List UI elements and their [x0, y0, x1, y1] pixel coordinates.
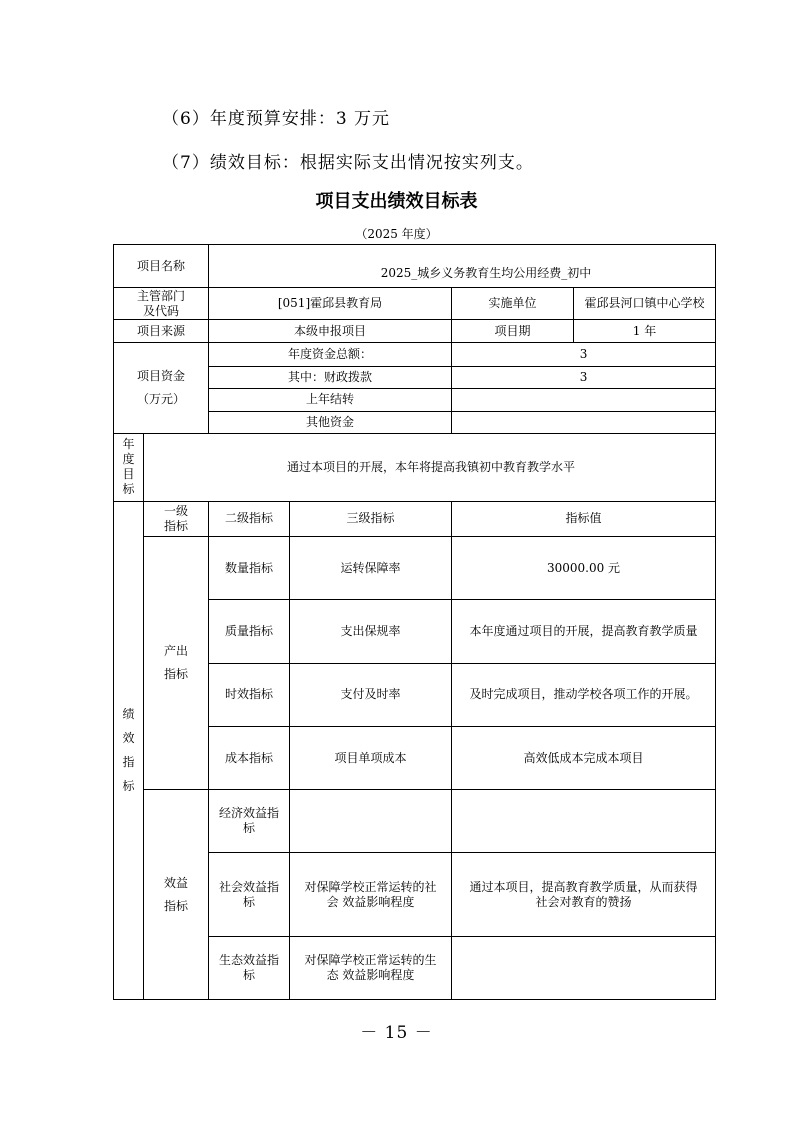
annual-goal-char: 目 — [122, 467, 135, 482]
annual-goal-text: 通过本项目的开展，本年将提高我镇初中教育教学水平 — [144, 434, 716, 501]
annual-goal-char: 度 — [122, 452, 135, 467]
output-level2: 数量指标 — [209, 536, 290, 599]
dept-label-line2: 及代码 — [142, 303, 179, 318]
output-level3: 项目单项成本 — [290, 727, 452, 790]
indicators-char: 标 — [122, 778, 135, 793]
header-level1-line2: 指标 — [163, 518, 188, 533]
header-level2: 二级指标 — [209, 501, 290, 536]
output-level2: 质量指标 — [209, 600, 290, 663]
header-level3: 三级指标 — [290, 501, 452, 536]
funds-carryover-label: 上年结转 — [209, 388, 452, 411]
table-row — [114, 288, 716, 320]
funds-label — [114, 342, 209, 434]
table-row — [114, 790, 716, 852]
funds-fiscal-value: 3 — [452, 366, 716, 388]
dept-label-line1: 主管部门 — [136, 288, 185, 303]
benefit-level3 — [290, 790, 452, 852]
table-row — [114, 536, 716, 599]
benefit-value-line1: 通过本项目，提高教育教学质量，从而获得 — [469, 879, 698, 894]
benefit-level2-line1: 生态效益指 — [218, 953, 279, 968]
impl-label: 实施单位 — [452, 288, 574, 320]
funds-other-label: 其他资金 — [209, 412, 452, 434]
benefit-level2 — [209, 790, 290, 852]
table-row — [114, 501, 716, 536]
benefit-value-line2: 社会对教育的赞扬 — [535, 894, 632, 909]
benefit-level3 — [290, 852, 452, 937]
annual-goal-label — [114, 434, 144, 501]
output-level2: 时效指标 — [209, 663, 290, 726]
source-label: 项目来源 — [114, 320, 209, 342]
benefit-group-label — [144, 790, 209, 1000]
benefit-level2 — [209, 852, 290, 937]
output-value: 及时完成项目，推动学校各项工作的开展。 — [452, 663, 716, 726]
dept-value: [051]霍邱县教育局 — [209, 288, 452, 320]
output-level3: 支出保规率 — [290, 600, 452, 663]
benefit-level2-line2: 标 — [242, 894, 255, 909]
budget-paragraph: （6）年度预算安排：3 万元 — [162, 109, 391, 129]
header-level1 — [144, 501, 209, 536]
benefit-level2 — [209, 937, 290, 1000]
output-value: 本年度通过项目的开展，提高教育教学质量 — [452, 600, 716, 663]
output-level2: 成本指标 — [209, 727, 290, 790]
benefit-value — [452, 852, 716, 937]
benefit-value — [452, 937, 716, 1000]
indicators-char: 效 — [122, 730, 135, 745]
table-row — [114, 245, 716, 288]
benefit-value — [452, 790, 716, 852]
benefit-level2-line1: 社会效益指 — [218, 879, 279, 894]
benefit-level3-line1: 对保障学校正常运转的生 — [304, 953, 437, 968]
benefit-level3 — [290, 937, 452, 1000]
output-group-line1: 产出 — [163, 644, 188, 659]
indicators-section-label — [114, 501, 144, 999]
annual-goal-char: 年 — [122, 437, 135, 452]
benefit-level3-line1: 对保障学校正常运转的社 — [304, 879, 437, 894]
output-group-line2: 指标 — [163, 667, 188, 682]
performance-target-table — [113, 244, 716, 1000]
funds-total-label: 年度资金总额： — [209, 342, 452, 366]
benefit-group-line2: 指标 — [163, 898, 188, 913]
output-value: 高效低成本完成本项目 — [452, 727, 716, 790]
table-row — [114, 320, 716, 342]
benefit-level3-line2: 态 效益影响程度 — [326, 968, 415, 983]
funds-label-line2: （万元） — [136, 391, 185, 406]
benefit-level2-line1: 经济效益指 — [218, 806, 279, 821]
annual-goal-char: 标 — [122, 482, 135, 497]
benefit-level2-line2: 标 — [242, 821, 255, 836]
benefit-level3-line2: 会 效益影响程度 — [326, 894, 415, 909]
period-label: 项目期 — [452, 320, 574, 342]
header-level1-line1: 一级 — [163, 503, 188, 518]
funds-fiscal-label: 其中：财政拨款 — [209, 366, 452, 388]
goal-paragraph: （7）绩效目标：根据实际支出情况按实列支。 — [162, 153, 534, 173]
table-title: 项目支出绩效目标表 — [315, 191, 478, 212]
header-value: 指标值 — [452, 501, 716, 536]
impl-value: 霍邱县河口镇中心学校 — [574, 288, 716, 320]
table-row — [114, 342, 716, 366]
table-year: （2025 年度） — [355, 227, 438, 241]
table-row — [114, 434, 716, 501]
output-group-label — [144, 536, 209, 790]
indicators-char: 指 — [122, 754, 135, 769]
output-level3: 运转保障率 — [290, 536, 452, 599]
funds-carryover-value — [452, 388, 716, 411]
output-value: 30000.00 元 — [452, 536, 716, 599]
funds-total-value: 3 — [452, 342, 716, 366]
funds-other-value — [452, 412, 716, 434]
benefit-level2-line2: 标 — [242, 968, 255, 983]
project-name-label: 项目名称 — [114, 245, 209, 288]
funds-label-line1: 项目资金 — [136, 368, 185, 383]
indicators-char: 绩 — [122, 706, 135, 721]
page-number: － 15 － — [360, 1023, 433, 1043]
benefit-group-line1: 效益 — [163, 875, 188, 890]
period-value: 1 年 — [574, 320, 716, 342]
output-level3: 支付及时率 — [290, 663, 452, 726]
dept-label — [114, 288, 209, 320]
source-value: 本级申报项目 — [209, 320, 452, 342]
project-name-value: 2025_城乡义务教育生均公用经费_初中 — [209, 245, 716, 288]
